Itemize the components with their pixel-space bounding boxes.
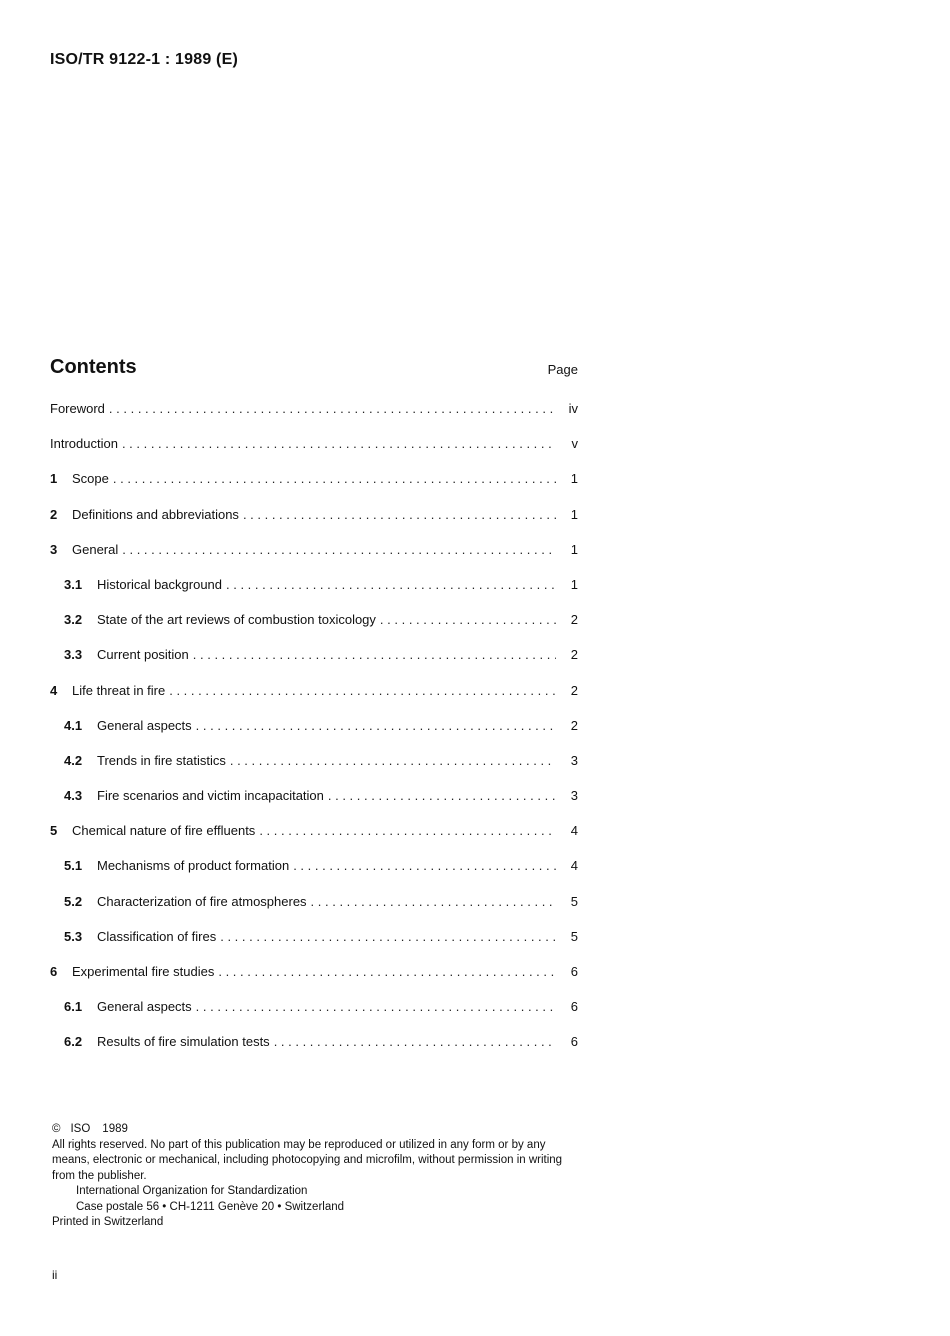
toc-entry[interactable] [50,611,578,646]
dot-leader [226,576,556,594]
toc-entry-label: Historical background [97,576,223,592]
copyright-block [52,1122,580,1231]
copyright-owner: ISO [70,1123,91,1135]
toc-entry-label: Scope [72,471,109,487]
dot-leader [193,646,556,664]
toc-entry[interactable] [50,998,578,1033]
toc-entry-page: 1 [570,506,578,522]
toc-entry-page: 2 [570,682,578,698]
toc-entry-label: Current position [97,647,189,663]
toc-entry-number: 4.1 [64,717,83,733]
page-number: ii [52,1268,58,1282]
toc-entry-label: Classification of fires [97,928,217,944]
toc-entry-number: 2 [50,506,58,522]
dot-leader [169,682,556,700]
toc-entry-page: 6 [570,964,578,979]
toc-entry-page: 4 [570,823,578,839]
toc-entry-number: 5.2 [64,893,83,909]
dot-leader [380,611,556,629]
toc-entry[interactable] [50,682,578,717]
copyright-symbol: © [52,1123,61,1135]
toc-entry-page: v [571,436,578,452]
toc-entry-number: 6.2 [64,1034,83,1050]
toc-entry-label: Results of fire simulation tests [97,1034,270,1050]
toc-entry-number: 6.1 [64,999,83,1015]
toc-entry-page: 2 [570,647,578,663]
dot-leader [293,857,556,875]
toc-entry-page: 2 [570,612,578,628]
toc-entry[interactable] [50,787,578,822]
toc-entry-page: 1 [570,576,578,592]
toc-entry-page: 4 [570,858,578,874]
dot-leader [196,998,556,1016]
toc-entry[interactable] [50,928,578,963]
toc-entry-page: 3 [570,752,578,768]
toc-entry-number: 5 [50,823,58,839]
dot-leader [220,928,556,946]
toc-entry-label: Life threat in fire [72,682,166,698]
toc-entry-label: General aspects [97,717,192,733]
dot-leader [122,541,556,559]
toc-entry-label: State of the art reviews of combustion toxicology [97,612,376,628]
toc-entry[interactable] [50,963,578,998]
toc-entry[interactable] [50,506,578,541]
toc-entry-number: 5.3 [64,928,83,944]
dot-leader [311,893,556,911]
toc-entry-label: Chemical nature of fire effluents [72,823,256,839]
toc-entry[interactable] [50,1033,578,1068]
toc-entry-page: iv [568,401,578,416]
page-column-label: Page [547,362,578,377]
toc-entry-number: 4.2 [64,752,83,768]
toc-entry-page: 6 [570,999,578,1015]
toc-entry[interactable] [50,857,578,892]
toc-entry[interactable] [50,541,578,576]
toc-entry[interactable] [50,646,578,681]
copyright-line [52,1122,580,1138]
publisher-address: Case postale 56 • CH-1211 Genève 20 • Switzerland [76,1200,345,1213]
toc-entry-page: 1 [570,541,578,557]
dot-leader [274,1033,556,1051]
toc-entry-number: 6 [50,964,58,979]
printed-in: Printed in Switzerland [52,1216,164,1228]
dot-leader [113,470,556,488]
toc-entry-label: Fire scenarios and victim incapacitation [97,788,324,804]
toc-entry-label: General [72,541,119,557]
toc-entry-label: Foreword [50,401,105,416]
toc-entry-label: Definitions and abbreviations [72,506,239,522]
toc-entry[interactable] [50,893,578,928]
toc-entry-label: Introduction [50,436,118,452]
dot-leader [230,752,556,770]
dot-leader [328,787,556,805]
toc-entry-page: 2 [570,717,578,733]
toc-entry[interactable] [50,822,578,857]
toc-entry-page: 1 [570,471,578,487]
dot-leader [218,963,556,981]
dot-leader [109,400,556,418]
dot-leader [243,506,556,524]
contents-title: Contents [50,356,137,378]
toc-entry-page: 5 [570,893,578,909]
toc-entry-number: 3.1 [64,576,83,592]
toc-entry-number: 3 [50,541,58,557]
toc-entry-label: Trends in fire statistics [97,752,226,768]
toc-entry-page: 6 [570,1034,578,1050]
toc-entry-number: 4.3 [64,788,83,804]
document-designation: ISO/TR 9122-1 : 1989 (E) [50,51,238,68]
toc-entry-label: Mechanisms of product formation [97,858,290,874]
toc-entry[interactable] [50,470,578,505]
dot-leader [196,717,556,735]
rights-statement: All rights reserved. No part of this publication may be reproduced or utilized in any form or by any means, electronic or mechanical, including photocopying and microfilm, without permission in writing from the publisher. [52,1138,563,1182]
toc-entry-label: General aspects [97,999,192,1015]
toc-entry[interactable] [50,717,578,752]
toc-entry-label: Experimental fire studies [72,964,215,979]
publisher-name: International Organization for Standardization [76,1185,308,1197]
toc-entry[interactable] [50,576,578,611]
toc-entry-page: 5 [570,928,578,944]
dot-leader [122,435,556,453]
dot-leader [259,822,556,840]
toc-entry-page: 3 [570,788,578,804]
toc-entry-number: 3.3 [64,647,83,663]
toc-entry-number: 3.2 [64,612,83,628]
toc-entry[interactable] [50,435,578,470]
toc-entry[interactable] [50,752,578,787]
toc-entry-number: 4 [50,682,58,698]
copyright-year: 1989 [102,1123,128,1135]
toc-entry[interactable] [50,400,578,435]
toc-entry-number: 5.1 [64,858,83,874]
toc-entry-number: 1 [50,471,58,487]
table-of-contents [50,400,578,1069]
toc-entry-label: Characterization of fire atmospheres [97,893,307,909]
